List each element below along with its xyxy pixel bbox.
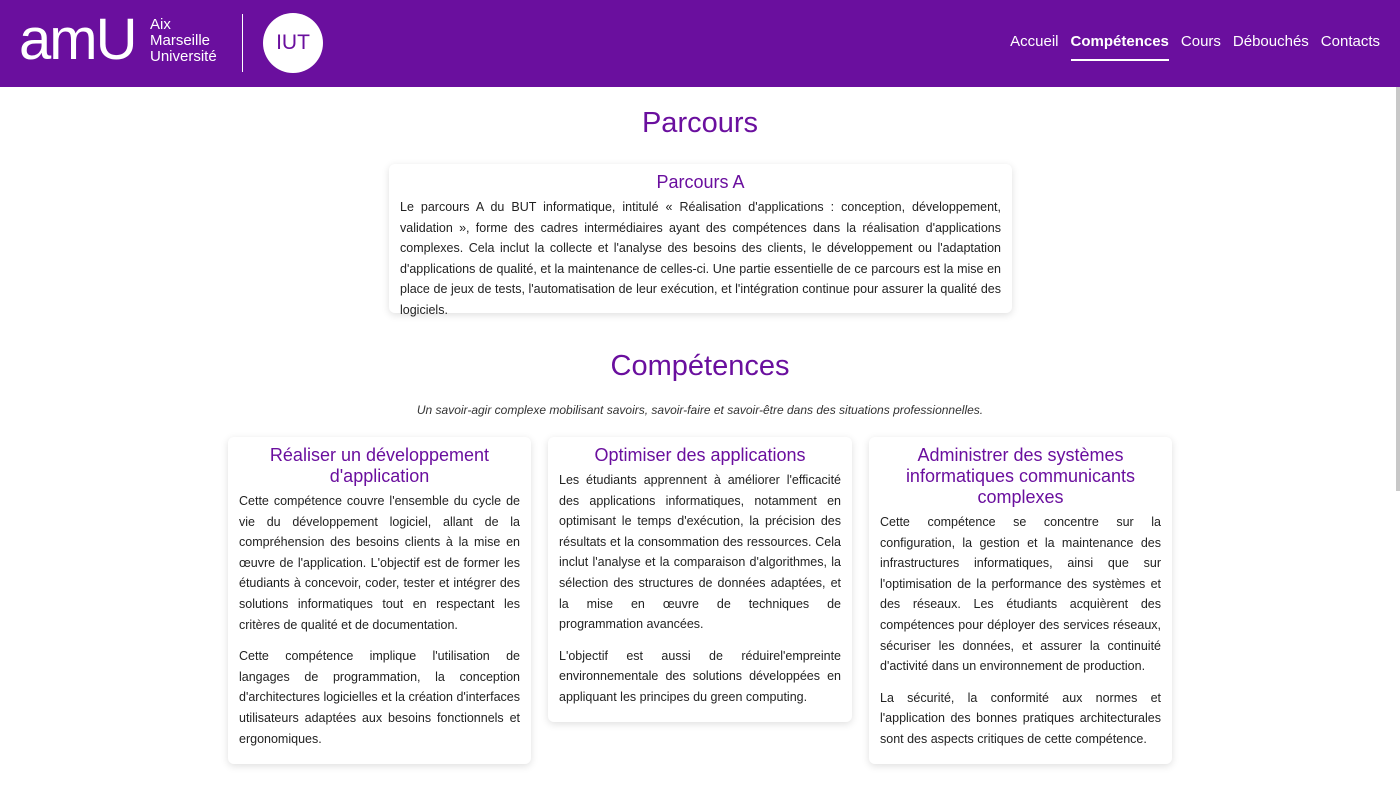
site-header [0, 0, 1400, 87]
main-nav [1010, 33, 1380, 61]
logo-divider [242, 14, 243, 72]
amu-logo-line: Université [150, 48, 217, 65]
nav-debouches[interactable]: Débouchés [1232, 33, 1309, 50]
nav-accueil[interactable]: Accueil [1010, 33, 1059, 50]
competence-card-title: Réaliser un développement d'application [269, 445, 490, 486]
parcours-card-title: Parcours A [656, 172, 745, 192]
parcours-card [389, 164, 1012, 317]
parcours-heading: Parcours [641, 107, 759, 139]
competence-card-text: La sécurité, la conformité aux normes et l'application des bonnes pratiques architecturales sont des aspects critiques de cette compétence. [880, 690, 1161, 746]
competences-heading: Compétences [610, 350, 790, 382]
nav-competences[interactable]: Compétences [1071, 33, 1169, 61]
competence-card-text: Les étudiants apprennent à améliorer l'efficacité des applications informatiques, notamment en optimisant le temps d'exécution, la précision des résultats et la consommation des ressources. Cela inclut l'analyse et la comparaison d'algorithmes, la sélection des structures de données adaptées, et la mise en œuvre de techniques de programmation avancées. [559, 473, 841, 632]
competences-subtitle: Un savoir-agir complexe mobilisant savoirs, savoir-faire et savoir-être dans des situations professionnelles. [416, 403, 984, 417]
competence-card-text: L'objectif est aussi de réduirel'empreinte environnementale des solutions développées en appliquant les principes du green computing. [559, 648, 841, 704]
nav-cours[interactable]: Cours [1180, 33, 1221, 50]
competence-card [869, 437, 1172, 764]
competence-card [548, 437, 852, 722]
competence-card-text: Cette compétence se concentre sur la configuration, la gestion et la maintenance des infrastructures informatiques, ainsi que sur l'optimisation de la performance des systèmes et des réseaux. Les étudiants acquièrent des compétences pour déployer des services réseaux, sécuriser les données, et assurer la continuité d'activité dans un environnement de production. [880, 515, 1161, 674]
competence-card-title: Optimiser des applications [594, 445, 806, 465]
amu-logo-line: Marseille [150, 32, 211, 49]
competence-card-text: Cette compétence implique l'utilisation de langages de programmation, la conception d'architectures logicielles et la création d'interfaces utilisateurs adaptées aux besoins fonctionnels et ergonomiques. [239, 649, 520, 746]
parcours-card-text: Le parcours A du BUT informatique, intitulé « Réalisation d'applications : conception, développement, validation », forme des cadres intermédiaires ayant des compétences dans la réalisation d'applications complexes. Cela inclut la collecte et l'analyse des besoins des clients, le développement ou l'adaptation d'applications de qualité, et la maintenance de celles-ci. Une partie essentielle de ce parcours est la mise en place de jeux de tests, l'automatisation de leur exécution, et l'intégration continue pour assurer la qualité des logiciels. [400, 200, 1001, 317]
amu-logo-text: amU [19, 7, 136, 72]
amu-logo-subtitle [150, 17, 260, 65]
nav-contacts[interactable]: Contacts [1320, 33, 1380, 50]
amu-logo-line: Aix [150, 16, 171, 33]
iut-logo[interactable]: IUT [263, 13, 323, 73]
page-scrollbar[interactable] [1396, 87, 1400, 491]
competence-card [228, 437, 531, 764]
competence-card-text: Cette compétence couvre l'ensemble du cycle de vie du développement logiciel, allant de la compréhension des besoins clients à la mise en œuvre de l'application. L'objectif est de former les étudiants à concevoir, coder, tester et intégrer des solutions informatiques tout en respectant les critères de qualité et de documentation. [239, 494, 520, 632]
competence-card-title: Administrer des systèmes informatiques communicants complexes [905, 445, 1136, 507]
